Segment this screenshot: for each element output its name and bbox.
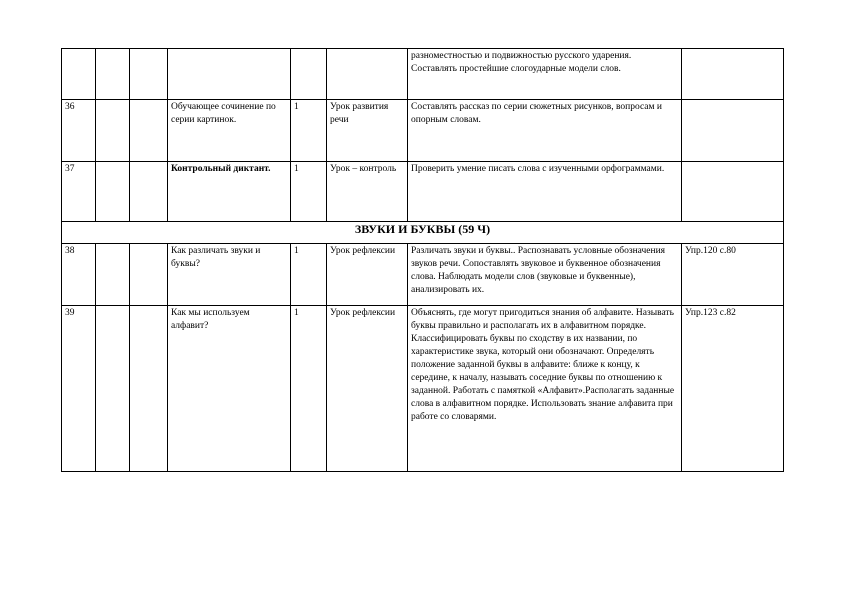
cell-topic: Как мы используем алфавит? (168, 306, 291, 472)
cell-topic (168, 49, 291, 100)
cell-homework (682, 100, 784, 162)
cell-activities: Различать звуки и буквы.. Распознавать условные обозначения звуков речи. Сопоставлять звуковое и буквенное обозначения слова. Наблюдать модели слов (звуковые и буквенные), анализировать их. (408, 244, 682, 306)
cell-date-fact (130, 306, 168, 472)
table-row (62, 306, 784, 472)
cell-hours: 1 (291, 162, 327, 222)
cell-lesson-type (327, 49, 408, 100)
cell-date-fact (130, 100, 168, 162)
cell-lesson-type: Урок рефлексии (327, 306, 408, 472)
cell-date-fact (130, 49, 168, 100)
cell-date-fact (130, 244, 168, 306)
cell-homework: Упр.123 с.82 (682, 306, 784, 472)
section-title: ЗВУКИ И БУКВЫ (59 Ч) (62, 222, 784, 244)
cell-date-plan (96, 100, 130, 162)
cell-date-plan (96, 306, 130, 472)
lesson-plan-table (61, 48, 784, 472)
cell-num: 37 (62, 162, 96, 222)
cell-date-plan (96, 49, 130, 100)
cell-num: 38 (62, 244, 96, 306)
cell-homework: Упр.120 с.80 (682, 244, 784, 306)
cell-activities: Объяснять, где могут пригодиться знания об алфавите. Называть буквы правильно и располагать их в алфавитном порядке. Классифицировать буквы по сходству в их названии, по характеристике звука, который они обозначают. Определять положение заданной буквы в алфавите: ближе к концу, к середине, к началу, называть соседние буквы по отношению к заданной. Работать с памяткой «Алфавит».Располагать заданные слова в алфавитном порядке. Использовать знание алфавита при работе со словарями. (408, 306, 682, 472)
cell-date-plan (96, 162, 130, 222)
cell-lesson-type: Урок развития речи (327, 100, 408, 162)
cell-num (62, 49, 96, 100)
table-row-continuation (62, 49, 784, 100)
cell-homework (682, 162, 784, 222)
table-row (62, 244, 784, 306)
cell-num: 36 (62, 100, 96, 162)
table-row (62, 100, 784, 162)
table-row (62, 162, 784, 222)
cell-topic: Как различать звуки и буквы? (168, 244, 291, 306)
cell-activities: разноместностью и подвижностью русского ударения. Составлять простейшие слогоударные модели слов. (408, 49, 682, 100)
cell-hours: 1 (291, 306, 327, 472)
cell-activities: Составлять рассказ по серии сюжетных рисунков, вопросам и опорным словам. (408, 100, 682, 162)
cell-topic: Обучающее сочинение по серии картинок. (168, 100, 291, 162)
cell-hours: 1 (291, 244, 327, 306)
cell-homework (682, 49, 784, 100)
cell-hours: 1 (291, 100, 327, 162)
cell-lesson-type: Урок – контроль (327, 162, 408, 222)
cell-date-fact (130, 162, 168, 222)
cell-hours (291, 49, 327, 100)
cell-activities: Проверить умение писать слова с изученными орфограммами. (408, 162, 682, 222)
cell-topic: Контрольный диктант. (168, 162, 291, 222)
cell-lesson-type: Урок рефлексии (327, 244, 408, 306)
cell-date-plan (96, 244, 130, 306)
section-header-row (62, 222, 784, 244)
cell-num: 39 (62, 306, 96, 472)
